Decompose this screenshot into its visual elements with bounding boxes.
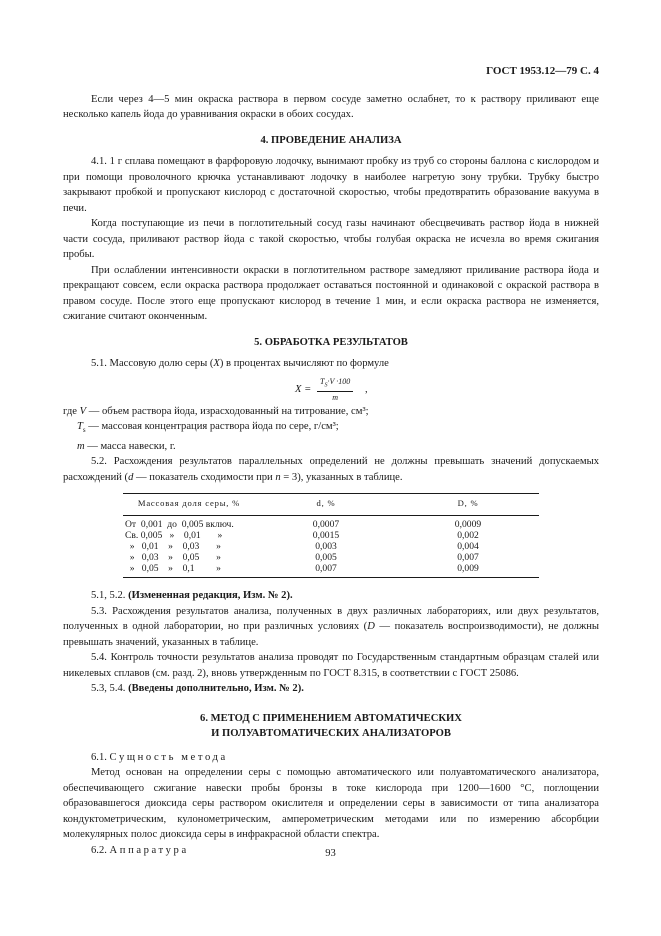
para-5-3: 5.3. Расхождения результатов анализа, полученных в двух различных лабораториях, или двух результатов, полученных в одной лаборатории, но при различных условиях (D — показатель воспроизводимости), не должны превышать значений, указанных в таблице. (63, 605, 599, 648)
table-cell: 0,002 (457, 530, 479, 542)
table-row (123, 530, 539, 541)
definitions (63, 404, 599, 455)
definition-m: m — масса навески, г. (77, 440, 176, 452)
table-cell: Св. 0,005 » 0,01 » (125, 530, 223, 542)
definition-ts: $T_s$ — массовая концентрация раствора йода по сере, г/см³; (77, 421, 339, 435)
table-row (123, 541, 539, 552)
section-6-title: 6. МЕТОД С ПРИМЕНЕНИЕМ АВТОМАТИЧЕСКИХ И ПОЛУАВТОМАТИЧЕСКИХ АНАЛИЗАТОРОВ (200, 712, 462, 740)
para-6-1: 6.1. Сущность метода (91, 751, 228, 763)
formula-lhs: X = (295, 383, 312, 395)
definition-v: где V — объем раствора йода, израсходованный на титрование, см³; (63, 405, 369, 417)
table-cell: 0,004 (457, 541, 479, 553)
table-header-cell: D, % (397, 494, 539, 516)
para-6-1-text: Метод основан на определении серы с помощью автоматического или полуавтоматического анализатора, обеспечивающего сжигание навески пробы бронзы в токе кислорода при 1200—1600 °С, поглощении образовавшегося диоксида серы раствором окислителя и определении серы в зависимости от типа анализатора кондуктометрическим, кулонометрическим, амперометрическим методами или по измерению абсорбции молекулярных полос диоксида серы в инфракрасной области спектра. (63, 767, 599, 841)
para-5-2: 5.2. Расхождения результатов параллельных определений не должны превышать значений допускаемых расхождений (d — показатель сходимости при n = 3), указанных в таблице. (63, 456, 599, 483)
para-4-1: 4.1. 1 г сплава помещают в фарфоровую лодочку, вынимают пробку из труб со стороны баллона с кислородом и при помощи проволочного крючка устанавливают лодочку в наиболее нагретую зону трубки. Трубку быстро закрывают пробкой и пропускают кислород с достаточной скоростью, чтобы предотвратить образование вакуума в печи. (63, 156, 599, 214)
para-5-1: 5.1. Массовую долю серы (X) в процентах вычисляют по формуле (91, 358, 389, 369)
table-cell: » 0,05 » 0,1 » (123, 563, 255, 578)
table-cell: 0,007 (457, 552, 479, 564)
tolerance-table (123, 493, 539, 578)
table-row (123, 552, 539, 563)
table-cell: 0,009 (397, 563, 539, 578)
table-cell: 0,0009 (454, 519, 482, 531)
para-4-1-c: При ослаблении интенсивности окраски в поглотительном растворе замедляют приливание раствора йода и прекращают совсем, если окраска раствора продолжает оставаться постоянной и одинаковой с окраской раствора в правом сосуде. После этого еще пропускают кислород в течение 1 мин, и если окраска раствора не изменяется, сжигание считают оконченным. (63, 264, 599, 322)
table-cell: 0,007 (255, 563, 397, 578)
formula (63, 376, 599, 402)
table-header-cell: Массовая доля серы, % (123, 494, 255, 516)
table-header-cell: d, % (255, 494, 397, 516)
para-4-1-b: Когда поступающие из печи в поглотительный сосуд газы начинают обесцвечивать раствор йода в нижней части сосуда, приливают раствор йода с такой скоростью, чтобы голубая окраска не исчезла во время сжигания пробы. (63, 218, 599, 260)
table-cell: 0,005 (315, 552, 337, 564)
formula-denominator: m (332, 393, 338, 403)
para-6-2: 6.2. Аппаратура (91, 844, 189, 856)
amendment-note-1: 5.1, 5.2. (Измененная редакция, Изм. № 2). (91, 590, 293, 602)
section-5-title: 5. ОБРАБОТКА РЕЗУЛЬТАТОВ (254, 336, 408, 348)
table-row (123, 563, 539, 578)
formula-comma: , (365, 383, 368, 395)
page-number: 93 (325, 848, 336, 859)
formula-fraction (317, 376, 353, 404)
running-header: ГОСТ 1953.12—79 С. 4 (486, 65, 599, 77)
para-5-4: 5.4. Контроль точности результатов анализа проводят по Государственным стандартным образцам сталей или никелевых сплавов (см. разд. 2), вновь утвержденным по ГОСТ 8.315, в соответствии с ГОСТ 25086. (63, 652, 599, 679)
table-cell: » 0,01 » 0,03 » (125, 541, 221, 553)
document-page (63, 64, 599, 858)
table-cell: 0,0015 (312, 530, 340, 542)
table-cell: От 0,001 до 0,005 включ. (125, 519, 234, 531)
table-cell: 0,003 (315, 541, 337, 553)
table-header-row (123, 494, 539, 516)
table-cell: 0,0007 (312, 519, 340, 531)
amendment-note-2: 5.3, 5.4. (Введены дополнительно, Изм. № 2). (91, 683, 304, 695)
formula-numerator: $T_S\cdot V \cdot 100$ (317, 376, 353, 393)
table-cell: » 0,03 » 0,05 » (125, 552, 221, 564)
intro-paragraph: Если через 4—5 мин окраска раствора в первом сосуде заметно ослабнет, то к раствору приливают еще несколько капель йода до уравнивания окраски в обоих сосудах. (63, 93, 599, 120)
section-4-title: 4. ПРОВЕДЕНИЕ АНАЛИЗА (260, 134, 402, 146)
table-row (123, 516, 539, 531)
